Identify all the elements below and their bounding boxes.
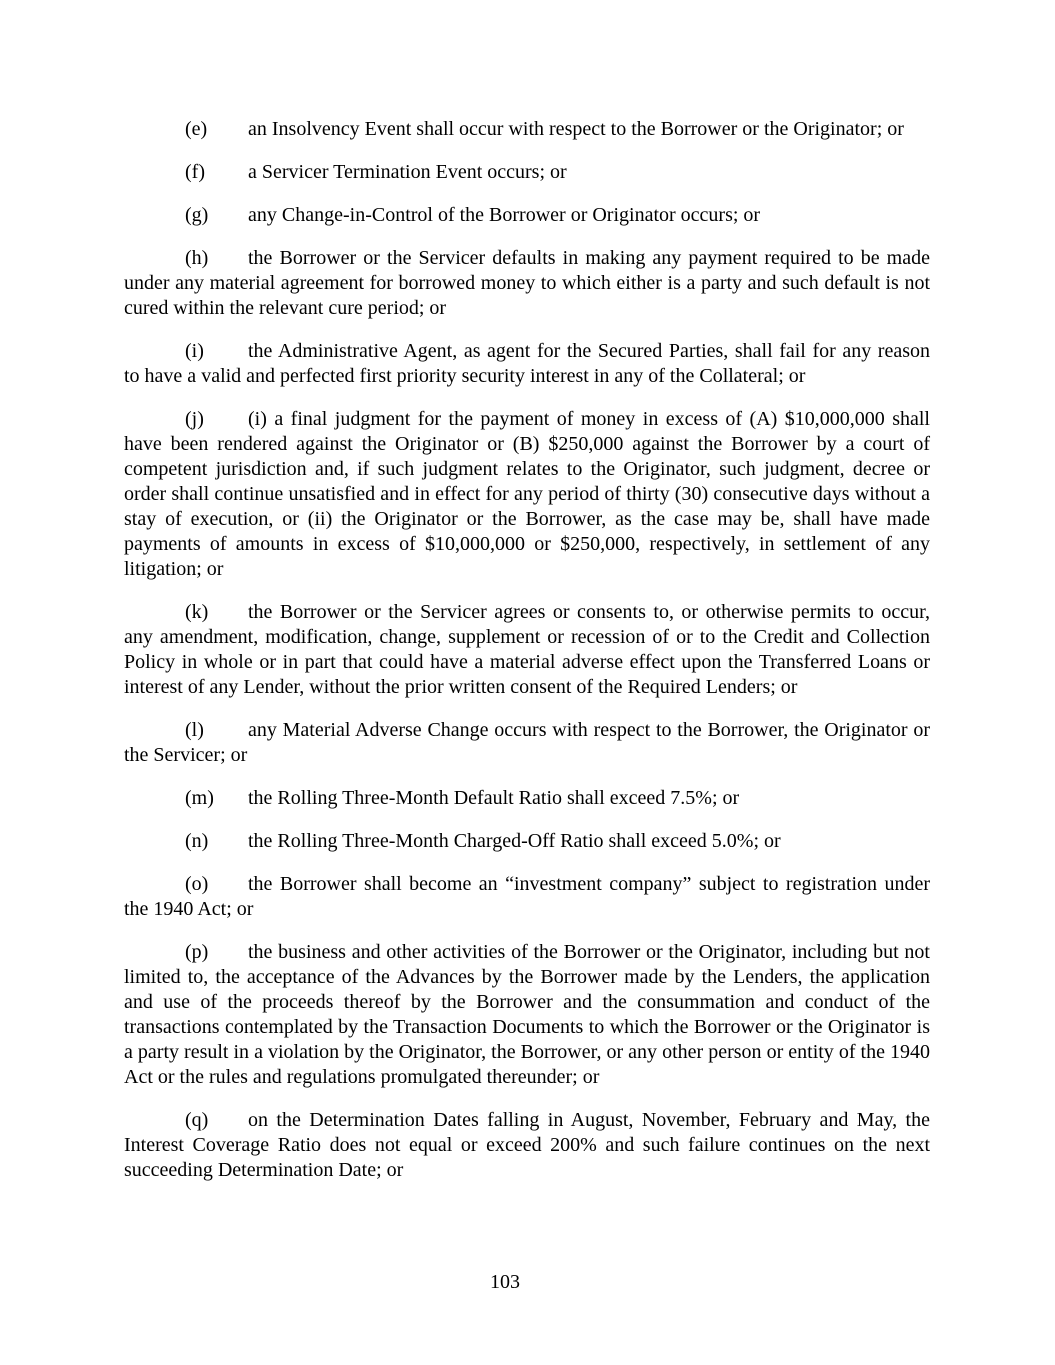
clause-o-label: (o) bbox=[185, 873, 209, 895]
page-number: 103 bbox=[490, 1271, 520, 1293]
clause-l bbox=[124, 718, 930, 768]
clause-h-label: (h) bbox=[185, 247, 209, 269]
clause-k bbox=[124, 600, 930, 700]
clause-i-text: the Administrative Agent, as agent for the Secured Parties, shall fail for any reason to have a valid and perfected first priority security interest in any of the Collateral; or bbox=[124, 340, 930, 387]
clause-n-label: (n) bbox=[185, 830, 209, 852]
clause-m-label: (m) bbox=[185, 787, 214, 809]
clause-j-label: (j) bbox=[185, 408, 204, 430]
clause-k-text: the Borrower or the Servicer agrees or consents to, or otherwise permits to occur, any amendment, modification, change, supplement or recession of or to the Credit and Collection Policy in whole or in part that could have a material adverse effect upon the Transferred Loans or interest of any Lender, without the prior written consent of the Required Lenders; or bbox=[124, 601, 930, 698]
clause-h bbox=[124, 246, 930, 321]
clause-q-text: on the Determination Dates falling in August, November, February and May, the Interest Coverage Ratio does not equal or exceed 200% and such failure continues on the next succeeding Determination Date; or bbox=[124, 1109, 930, 1181]
clause-l-label: (l) bbox=[185, 719, 204, 741]
clause-n bbox=[124, 829, 930, 854]
clause-j-text: (i) a final judgment for the payment of money in excess of (A) $10,000,000 shall have been rendered against the Originator or (B) $250,000 against the Borrower by a court of competent jurisdiction and, if such judgment relates to the Originator, such judgment, decree or order shall continue unsatisfied and in effect for any period of thirty (30) consecutive days without a stay of execution, or (ii) the Originator or the Borrower, as the case may be, shall have made payments of amounts in excess of $10,000,000 or $250,000, respectively, in settlement of any litigation; or bbox=[124, 408, 930, 580]
clause-m bbox=[124, 786, 930, 811]
clause-o-text: the Borrower shall become an “investment company” subject to registration under the 1940 Act; or bbox=[124, 873, 930, 920]
clause-e-label: (e) bbox=[185, 118, 208, 140]
clause-q-label: (q) bbox=[185, 1109, 209, 1131]
clause-i bbox=[124, 339, 930, 389]
clause-g-text: any Change-in-Control of the Borrower or Originator occurs; or bbox=[248, 204, 761, 226]
clause-l-text: any Material Adverse Change occurs with respect to the Borrower, the Originator or the Servicer; or bbox=[124, 719, 930, 766]
clause-f-text: a Servicer Termination Event occurs; or bbox=[248, 161, 567, 183]
clause-k-label: (k) bbox=[185, 601, 209, 623]
clause-e bbox=[124, 117, 930, 142]
clause-f bbox=[124, 160, 930, 185]
clause-p bbox=[124, 940, 930, 1090]
clause-f-label: (f) bbox=[185, 161, 205, 183]
clause-h-text: the Borrower or the Servicer defaults in making any payment required to be made under any material agreement for borrowed money to which either is a party and such default is not cured within the relevant cure period; or bbox=[124, 247, 930, 319]
clause-j bbox=[124, 407, 930, 582]
clause-g-label: (g) bbox=[185, 204, 209, 226]
clause-i-label: (i) bbox=[185, 340, 204, 362]
clause-q bbox=[124, 1108, 930, 1183]
clause-e-text: an Insolvency Event shall occur with respect to the Borrower or the Originator; or bbox=[248, 118, 904, 140]
clause-g bbox=[124, 203, 930, 228]
clause-n-text: the Rolling Three-Month Charged-Off Ratio shall exceed 5.0%; or bbox=[248, 830, 781, 852]
document-body bbox=[124, 117, 930, 1183]
clause-o bbox=[124, 872, 930, 922]
clause-p-text: the business and other activities of the Borrower or the Originator, including but not limited to, the acceptance of the Advances by the Borrower made by the Lenders, the application and use of the proceeds thereof by the Borrower and the consummation and conduct of the transactions contemplated by the Transaction Documents to which the Borrower or the Originator is a party result in a violation by the Originator, the Borrower, or any other person or entity of the 1940 Act or the rules and regulations promulgated thereunder; or bbox=[124, 941, 930, 1088]
clause-m-text: the Rolling Three-Month Default Ratio shall exceed 7.5%; or bbox=[248, 787, 740, 809]
clause-p-label: (p) bbox=[185, 941, 209, 963]
